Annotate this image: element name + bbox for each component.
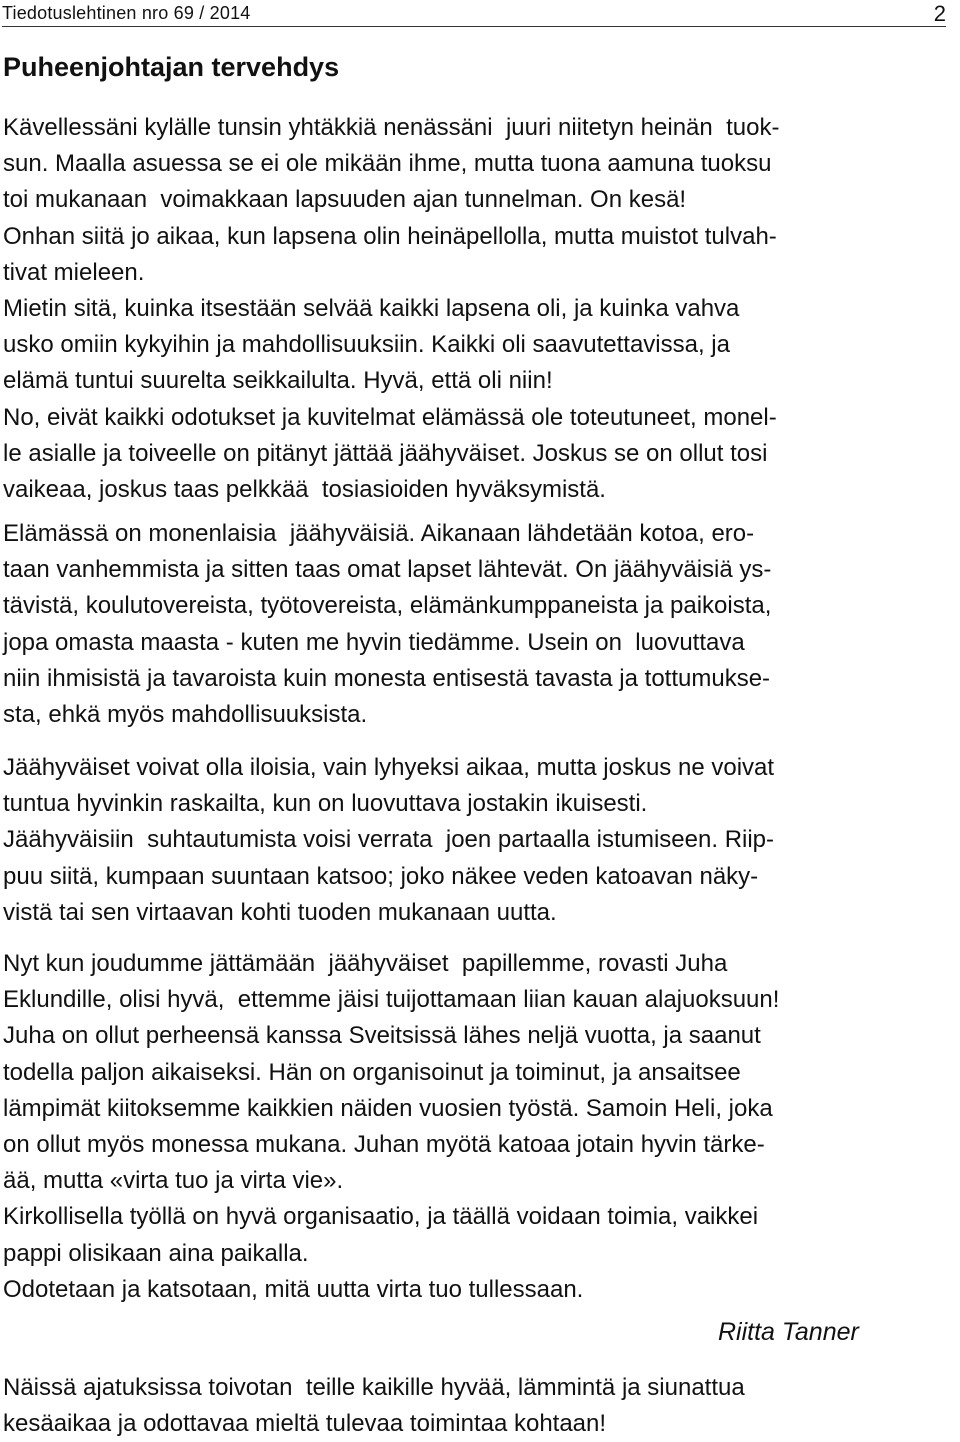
paragraph-1: Kävellessäni kylälle tunsin yhtäkkiä nenässäni juuri niitetyn heinän tuok- sun. Maalla asuessa se ei ole mikään ihme, mutta tuona aamuna tuoksu toi mukanaan voimakkaan lapsuuden ajan tunnelman. On kesä! Onhan siitä jo aikaa, kun lapsena olin heinäpellolla, mutta muistot tulvah- tivat mieleen. Mietin sitä, kuinka itsestään selvää kaikki lapsena oli, ja kuinka vahva usko omiin kykyihin ja mahdollisuuksiin. Kaikki oli saavutettavissa, ja elämä tuntui suurelta seikkailulta. Hyvä, että oli niin! No, eivät kaikki odotukset ja kuvitelmat elämässä ole toteutuneet, monel- le asialle ja toiveelle on pitänyt jättää jäähyväiset. Joskus se on ollut tosi vaikeaa, joskus taas pelkkää tosiasioiden hyväksymistä. [3,114,780,504]
paragraph-3: Jäähyväiset voivat olla iloisia, vain lyhyeksi aikaa, mutta joskus ne voivat tuntua hyvinkin raskailta, kun on luovuttava jostakin ikuisesti. Jäähyväisiin suhtautumista voisi verrata joen partaalla istumiseen. Riip- puu siitä, kumpaan suuntaan katsoo; joko näkee veden katoavan näky- vistä tai sen virtaavan kohti tuoden mukanaan uutta. [3,754,775,926]
paragraph-4: Nyt kun joudumme jättämään jäähyväiset papillemme, rovasti Juha Eklundille, olisi hyvä, ettemme jäisi tuijottamaan liian kauan alajuoksuun! Juha on ollut perheensä kanssa Sveitsissä lähes neljä vuotta, ja saanut todella paljon aikaiseksi. Hän on organisoinut ja toiminut, ja ansaitsee lämpimät kiitoksemme kaikkien näiden vuosien työstä. Samoin Heli, joka on ollut myös monessa mukana. Juhan myötä katoaa jotain hyvin tärke- ää, mutta «virta tuo ja virta vie». Kirkollisella työllä on hyvä organisaatio, ja täällä voidaan toimia, vaikkei pappi olisikaan aina paikalla. Odotetaan ja katsotaan, mitä uutta virta tuo tullessaan. [3,950,780,1303]
publication-info: Tiedotuslehtinen nro 69 / 2014 [2,3,251,23]
paragraph-2: Elämässä on monenlaisia jäähyväisiä. Aikanaan lähdetään kotoa, ero- taan vanhemmista ja sitten taas omat lapset lähtevät. On jäähyväisiä ys- tävistä, koulutovereista, työtovereista, elämänkumppaneista ja paikoista, jopa omasta maasta - kuten me hyvin tiedämme. Usein on luovuttava niin ihmisistä ja tavaroista kuin monesta entisestä tavasta ja tottumukse- sta, ehkä myös mahdollisuuksista. [3,520,772,729]
article-title: Puheenjohtajan tervehdys [3,52,340,82]
page-header [2,0,946,27]
page-number: 2 [933,1,946,26]
closing-paragraph: Näissä ajatuksissa toivotan teille kaikille hyvää, lämmintä ja siunattua kesäaikaa ja odottavaa mieltä tulevaa toimintaa kohtaan! [3,1374,745,1438]
author-signature: Riitta Tanner [718,1318,859,1346]
